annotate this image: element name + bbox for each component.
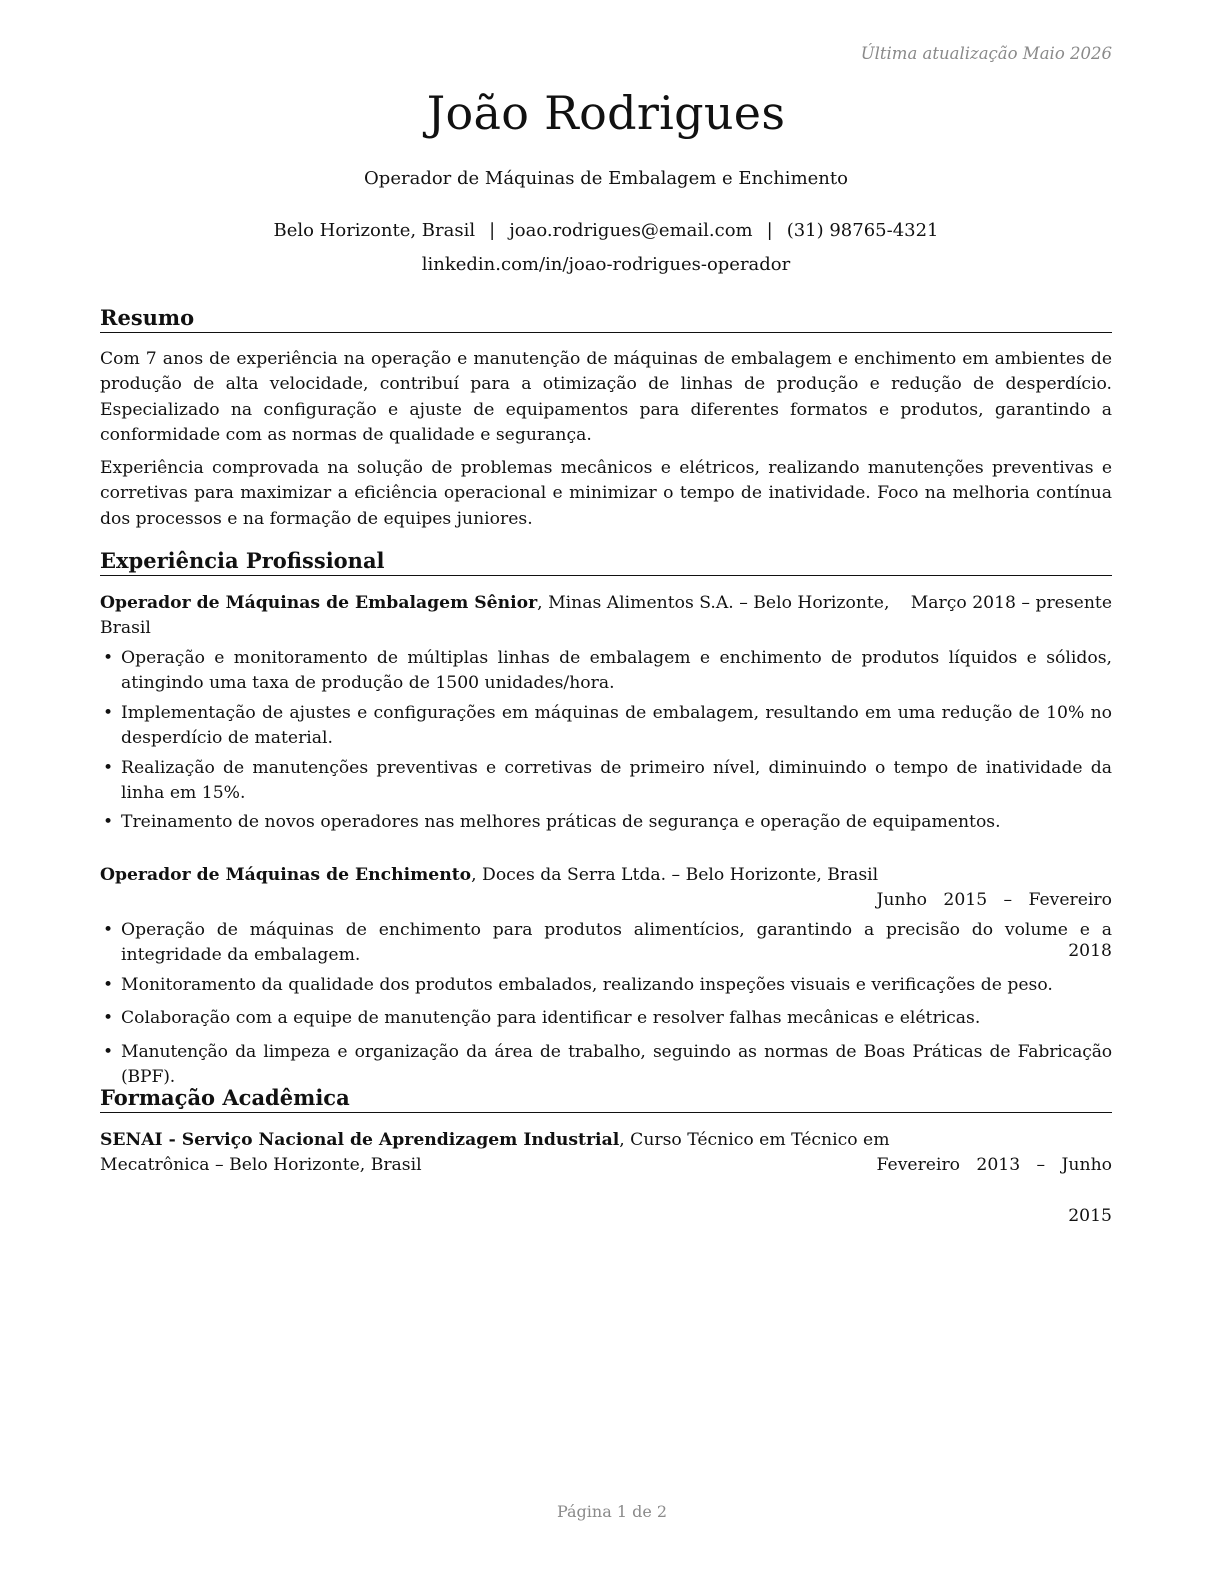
list-item: • Operação e monitoramento de múltiplas linhas de embalagem e enchimento de produtos líquidos e sólidos, atingindo uma taxa de produção de 1500 unidades/hora. [103, 648, 1112, 694]
separator: | [766, 220, 773, 241]
job-role: Operador de Máquinas de Enchimento [100, 865, 472, 885]
job-dates-cont: 2018 [1068, 941, 1112, 962]
list-item: • Treinamento de novos operadores nas melhores práticas de segurança e operação de equipamentos. [100, 810, 1112, 835]
job-dates: Junho 2015 – Fevereiro [876, 890, 1112, 911]
education-institution: SENAI - Serviço Nacional de Aprendizagem Industrial [100, 1130, 620, 1150]
job-header [100, 591, 1112, 643]
bullet-icon: • [103, 812, 114, 833]
location: Belo Horizonte, Brasil [273, 220, 476, 241]
job-bullets [100, 646, 1112, 836]
bullet-icon: • [103, 757, 114, 778]
job-company-cont: Brasil [100, 618, 151, 639]
bullet-icon: • [103, 648, 114, 668]
bullet-icon: • [103, 702, 114, 723]
list-item: • Implementação de ajustes e configurações em máquinas de embalagem, resultando em uma redução de 10% no desperdício de material. [103, 702, 1112, 749]
education-course: , Curso Técnico em Técnico em [619, 1130, 890, 1150]
email-link[interactable]: joao.rodrigues@email.com [509, 220, 753, 241]
section-heading-summary: Resumo [100, 305, 1112, 333]
job-dates: Março 2018 – presente [910, 593, 1112, 613]
list-item: • Operação de máquinas de enchimento para produtos alimentícios, garantindo a precisão do volume e a integridade da embalagem. [103, 920, 1112, 966]
education-dates-cont: 2015 [1068, 1206, 1112, 1227]
bullet-icon: • [103, 1008, 114, 1029]
education-entry [100, 1128, 1112, 1227]
linkedin-link[interactable]: linkedin.com/in/joao-rodrigues-operador [421, 254, 791, 275]
bullet-icon: • [103, 974, 114, 995]
phone: (31) 98765-4321 [786, 220, 939, 241]
job-bullets [100, 918, 1112, 1090]
list-item: • Manutenção da limpeza e organização da área de trabalho, seguindo as normas de Boas Práticas de Fabricação (BPF). [103, 1041, 1112, 1088]
bullet-icon: • [103, 920, 114, 940]
contact-info [100, 220, 1112, 241]
list-item: • Colaboração com a equipe de manutenção para identificar e resolver falhas mecânicas e elétricas. [100, 1006, 1112, 1031]
bullet-icon: • [103, 1041, 113, 1062]
education-dates: Fevereiro 2013 – Junho [876, 1155, 1112, 1176]
candidate-name: João Rodrigues [426, 86, 786, 140]
summary-paragraph: Experiência comprovada na solução de problemas mecânicos e elétricos, realizando manutenções preventivas e corretivas para maximizar a eficiência operacional e minimizar o tempo de inatividade. Foco na melhoria contínua dos processos e na formação de equipes juniores. [100, 458, 1112, 529]
last-updated: Última atualização Maio 2026 [860, 44, 1112, 63]
list-item: • Realização de manutenções preventivas e corretivas de primeiro nível, diminuindo o tempo de inatividade da linha em 15%. [103, 757, 1112, 804]
candidate-title: Operador de Máquinas de Embalagem e Enchimento [364, 168, 848, 189]
summary-paragraph: Com 7 anos de experiência na operação e manutenção de máquinas de embalagem e enchimento em ambientes de produção de alta velocidade, contribuí para a otimização de linhas de produção e redução de desperdício. Especializado na configuração e ajuste de equipamentos para diferentes formatos e produtos, garantindo a conformidade com as normas de qualidade e segurança. [100, 349, 1112, 446]
job-role: Operador de Máquinas de Embalagem Sênior [100, 593, 538, 613]
list-item: • Monitoramento da qualidade dos produtos embalados, realizando inspeções visuais e verificações de peso. [100, 973, 1112, 998]
section-heading-experience: Experiência Profissional [100, 548, 1112, 576]
education-course-cont: Mecatrônica – Belo Horizonte, Brasil [100, 1155, 422, 1176]
separator: | [489, 220, 496, 241]
section-heading-education: Formação Acadêmica [100, 1085, 1112, 1113]
job-company: , Minas Alimentos S.A. – Belo Horizonte, [537, 593, 890, 613]
job-company: , Doces da Serra Ltda. – Belo Horizonte, Brasil [471, 865, 879, 885]
page-number: Página 1 de 2 [556, 1502, 668, 1521]
